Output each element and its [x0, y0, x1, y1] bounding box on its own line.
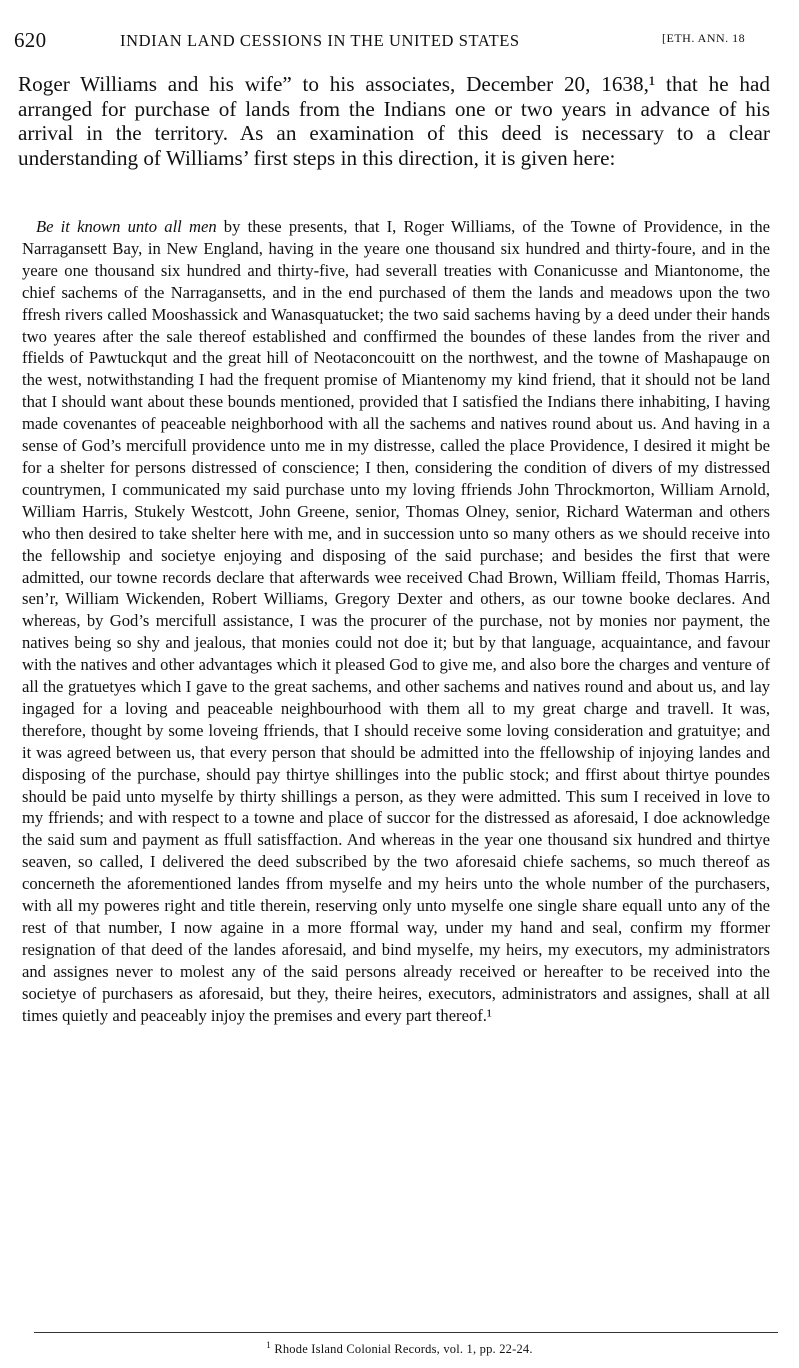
deed-text: by these presents, that I, Roger Williams, of the Towne of Providence, in the Narragansett Bay, in New England, having in the yeare one thousand six hundred and thirty-foure, and in the yeare one thousand six hundred and thirty-five, had severall treaties with Conanicusse and Miantonome, the chief sachems of the Narragansetts, and in the end purchased of them the lands and meadows upon the two ffresh rivers called Mooshassick and Wanasquatucket; the two said sachems having by a deed under their hands two yeares after the sale thereof established and conffirmed the boundes of these landes from the river and ffields of Pawtuckqut and the great hill of Neotaconcouitt on the northwest, and the towne of Mashapauge on the west, notwithstanding I had the frequent promise of Miantenomy my kind friend, that it should not be land that I should want about these bounds mentioned, provided that I satisfied the Indians there inhabiting, I having made covenantes of peaceable neighborhood with all the sachems and natives round about us. And having in a sense of God’s mercifull providence unto me in my distresse, called the place Providence, I desired it might be for a shelter for persons distressed of conscience; I then, considering the condition of divers of my distressed countrymen, I communicated my said purchase unto my loving ffriends John Throckmorton, William Arnold, William Harris, Stukely Westcott, John Greene, senior, Thomas Olney, senior, Richard Waterman and others who then desired to take shelter here with me, and in succession unto so many others as we should receive into the fellowship and societye enjoying and disposing of the said purchase; and besides the first that were admitted, our towne records declare that afterwards wee received Chad Brown, William ffeild, Thomas Harris, sen’r, William Wickenden, Robert Williams, Gregory Dexter and others, as our towne booke declares. And whereas, by God’s mercifull assistance, I was the procurer of the purchase, not by monies nor payment, the natives being so shy and jealous, that monies could not doe it; but by that language, acquaintance, and favour with the natives and other advantages which it pleased God to give me, and also bore the charges and venture of all the gratuetyes which I gave to the great sachems, and other sachems and natives round and about us, and lay ingaged for a loving and peaceable neighbourhood with them all to my great charge and travell. It was, therefore, thought by some loveing ffriends, that I should receive some loving consideration and gratuitye; and it was agreed between us, that every person that should be admitted into the ffellowship of injoying landes and disposing of the purchase, should pay thirtye shillinges into the public stock; and ffirst about thirtye poundes should be paid unto myselfe by thirty shillings a person, as they were admitted. This sum I received in love to my ffriends; and with respect to a towne and place of succor for the distressed as aforesaid, I doe acknowledge the said sum and payment as ffull satisffaction. And whereas in the year one thousand six hundred and thirtye seaven, so called, I delivered the deed subscribed by the two aforesaid chiefe sachems, so much thereof as concerneth the aforementioned landes ffrom myselfe and my heirs unto the whole number of the purchasers, with all my poweres right and title therein, reserving only unto myselfe one single share equall unto any of the rest of that number, I now againe in a more fformal way, under my hand and seal, confirm my fformer resignation of that deed of the landes aforesaid, and bind myselfe, my heirs, my executors, my administrators and assignes never to molest any of the said persons already received or hereafter to be received into the societye of purchasers as aforesaid, but they, theire heires, executors, administrators and assignes, shall at all times quietly and peaceably injoy the premises and every part thereof.¹: [22, 217, 771, 1025]
running-title: INDIAN LAND CESSIONS IN THE UNITED STATES: [120, 31, 520, 50]
footnote-divider: [34, 1332, 778, 1333]
footnote: [0, 1340, 799, 1357]
page-header: [14, 28, 782, 54]
footnote-marker: 1: [266, 1340, 271, 1350]
deed-lead-italic: Be it known unto all men: [36, 217, 217, 236]
intro-paragraph: [18, 72, 770, 170]
deed-quotation: [22, 216, 770, 1027]
running-tag: [ETH. ANN. 18: [662, 31, 746, 45]
intro-text: Roger Williams and his wife” to his associates, December 20, 1638,¹ that he had arranged for purchase of lands from the Indians one or two years in advance of his arrival in the territory. As an examination of this deed is necessary to a clear understanding of Williams’ first steps in this direction, it is given here:: [18, 72, 770, 170]
page-number: 620: [14, 28, 47, 52]
footnote-text: Rhode Island Colonial Records, vol. 1, pp. 22-24.: [274, 1342, 533, 1357]
